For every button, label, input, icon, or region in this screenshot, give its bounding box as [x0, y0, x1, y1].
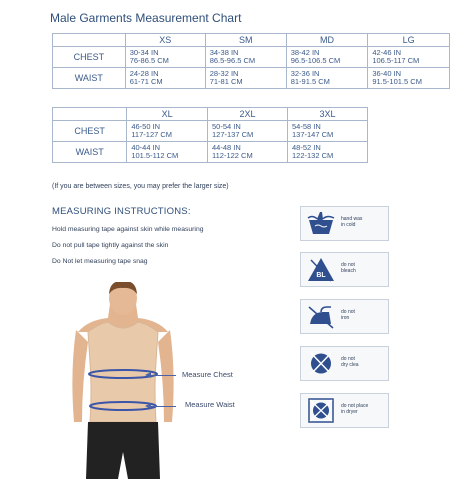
size-header: XS — [125, 34, 205, 47]
table-cell: 40-44 IN 101.5-112 CM — [127, 142, 208, 163]
header-empty — [53, 108, 127, 121]
table-cell: 42-46 IN 106.5-117 CM — [368, 47, 450, 68]
size-table-1 — [52, 33, 450, 89]
size-header: SM — [205, 34, 286, 47]
size-header: XL — [127, 108, 208, 121]
measure-chest-label: Measure Chest — [182, 370, 233, 379]
measure-waist-label: Measure Waist — [185, 400, 235, 409]
table-cell: 32-36 IN 81-91.5 CM — [286, 68, 368, 89]
care-do-not-iron: do not iron — [300, 299, 389, 334]
table-cell: 30-34 IN 76-86.5 CM — [125, 47, 205, 68]
do-not-dry-clean-icon — [307, 351, 335, 376]
instruction-item: Hold measuring tape against skin while measuring — [52, 226, 204, 233]
size-header: LG — [368, 34, 450, 47]
do-not-iron-icon — [307, 304, 335, 329]
header-empty — [53, 34, 126, 47]
care-do-not-bleach: BL do not bleach — [300, 252, 389, 287]
size-header: 2XL — [207, 108, 287, 121]
model-figure — [68, 282, 178, 479]
size-header: MD — [286, 34, 368, 47]
table-cell: 28-32 IN 71-81 CM — [205, 68, 286, 89]
left-arm — [72, 330, 88, 422]
instruction-item: Do Not let measuring tape snag — [52, 258, 148, 265]
table-cell: 36-40 IN 91.5-101.5 CM — [368, 68, 450, 89]
table-cell: 50-54 IN 127-137 CM — [207, 121, 287, 142]
row-label: CHEST — [53, 121, 127, 142]
page-title: Male Garments Measurement Chart — [50, 11, 242, 25]
table-cell: 24-28 IN 61-71 CM — [125, 68, 205, 89]
hand-wash-icon — [307, 211, 335, 236]
table-row — [53, 121, 368, 142]
row-label: WAIST — [53, 142, 127, 163]
table-row — [53, 68, 450, 89]
row-label: WAIST — [53, 68, 126, 89]
size-header: 3XL — [287, 108, 367, 121]
care-do-not-dry-clean: do not dry clea — [300, 346, 389, 381]
waist-arrow — [150, 406, 176, 407]
right-arm — [158, 330, 174, 422]
table-row — [53, 47, 450, 68]
do-not-bleach-icon — [307, 257, 335, 282]
instruction-item: Do not pull tape tightly against the skin — [52, 242, 169, 249]
table-row — [53, 142, 368, 163]
table-cell: 44-48 IN 112-122 CM — [207, 142, 287, 163]
instructions-heading: MEASURING INSTRUCTIONS: — [52, 206, 191, 217]
chest-arrow — [150, 375, 176, 376]
table-cell: 54-58 IN 137-147 CM — [287, 121, 367, 142]
table-cell: 48-52 IN 122-132 CM — [287, 142, 367, 163]
care-hand-wash: hand was in cold — [300, 206, 389, 241]
do-not-tumble-dry-icon — [307, 398, 335, 423]
row-label: CHEST — [53, 47, 126, 68]
table-cell: 38-42 IN 96.5-106.5 CM — [286, 47, 368, 68]
table-cell: 46-50 IN 117-127 CM — [127, 121, 208, 142]
table-cell: 34-38 IN 86.5-96.5 CM — [205, 47, 286, 68]
size-note: (If you are between sizes, you may prefer the larger size) — [52, 183, 229, 190]
svg-text:BL: BL — [316, 272, 326, 279]
care-do-not-tumble-dry: do not place in dryer — [300, 393, 389, 428]
shorts — [86, 422, 160, 479]
size-table-2 — [52, 107, 368, 163]
